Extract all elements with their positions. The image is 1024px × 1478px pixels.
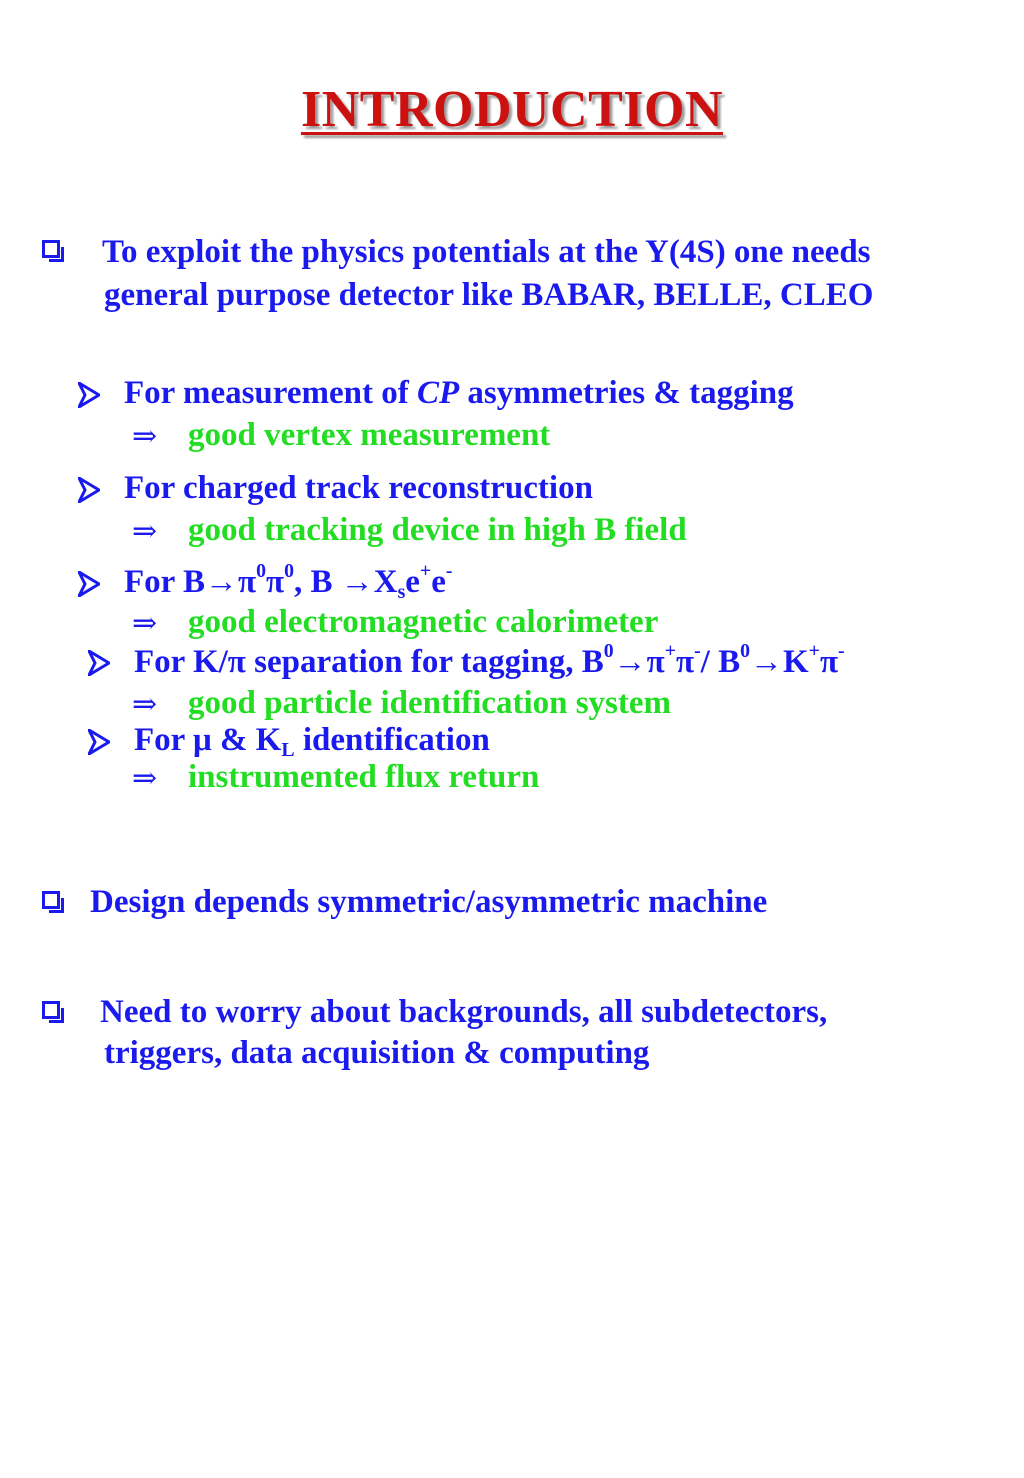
bullet-2-line-1: Design depends symmetric/asymmetric machine	[90, 884, 768, 920]
implies-arrow-icon: ⇒	[132, 687, 158, 722]
implies-arrow-icon: ⇒	[132, 514, 158, 549]
subitem-b-decays-calorimeter: For $B\to\pi^0\pi^0$, $B \to X_se^+e^-$	[124, 560, 453, 603]
subitem-charged-track: For charged track reconstruction	[124, 470, 593, 506]
consequence-flux-return: instrumented flux return	[188, 759, 540, 795]
bullet-3-line-2: triggers, data acquisition & computing	[104, 1035, 650, 1071]
page-title: INTRODUCTION	[300, 81, 724, 138]
subitem-mu-kl-identification: For μ & $K_L$ identification	[134, 722, 490, 761]
implies-arrow-icon: ⇒	[132, 606, 158, 641]
consequence-tracking: good tracking device in high B field	[188, 512, 687, 548]
arrowhead-bullet-icon	[88, 729, 110, 755]
bullet-3-line-1: Need to worry about backgrounds, all subdetectors,	[100, 994, 828, 1030]
checkbox-bullet-icon	[42, 891, 60, 909]
consequence-calorimeter: good electromagnetic calorimeter	[188, 604, 659, 640]
arrowhead-bullet-icon	[88, 650, 110, 676]
arrowhead-bullet-icon	[78, 382, 100, 408]
bullet-1-line-2: general purpose detector like BABAR, BELLE, CLEO	[104, 277, 874, 313]
consequence-particle-id: good particle identification system	[188, 685, 672, 721]
checkbox-bullet-icon	[42, 240, 60, 258]
implies-arrow-icon: ⇒	[132, 761, 158, 796]
arrowhead-bullet-icon	[78, 571, 100, 597]
bullet-1-line-1: To exploit the physics potentials at the Y(4S) one needs	[102, 234, 871, 270]
checkbox-bullet-icon	[42, 1001, 60, 1019]
consequence-vertex: good vertex measurement	[188, 417, 551, 453]
implies-arrow-icon: ⇒	[132, 419, 158, 454]
subitem-cp-measurement: For measurement of CP asymmetries & tagging	[124, 375, 794, 411]
subitem-k-pi-separation: For K/π separation for tagging, $B^0\to\pi^+\pi^-/$ $B^0\to K^+\pi^-$	[134, 640, 845, 680]
arrowhead-bullet-icon	[78, 477, 100, 503]
